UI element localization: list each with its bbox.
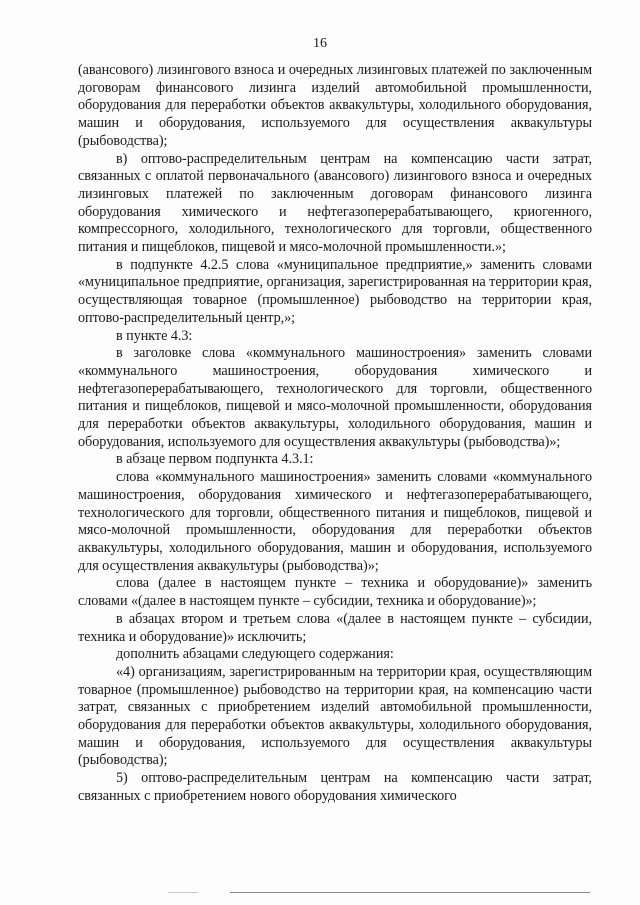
paragraph-item-4: «4) организациям, зарегистрированным на территории края, осуществляющим товарное (промышленное) рыбоводство на территории края, на компенсацию части затрат, связанных с приобретением изделий автомобильной промышленности, оборудования для переработки объектов аквакультуры, холодильного оборудования, машин и оборудования, используемого для осуществления аквакультуры (рыбоводства); xyxy=(78,663,592,769)
paragraph-second-third-abzac: в абзацах втором и третьем слова «(далее в настоящем пункте – субсидии, техника и оборудование)» исключить; xyxy=(78,610,592,645)
scan-edge-line xyxy=(230,892,590,893)
document-body xyxy=(78,62,592,806)
paragraph-item-5: 5) оптово-распределительным центрам на компенсацию части затрат, связанных с приобретением нового оборудования химического xyxy=(78,770,592,804)
paragraph-lease-payments-continuation: (авансового) лизингового взноса и очередных лизинговых платежей по заключенным договорам финансового лизинга изделий автомобильной промышленности, оборудования для переработки объектов аквакультуры, холодильного оборудования, машин и оборудования, используемого для осуществления аквакультуры (рыбоводства); xyxy=(78,62,592,149)
paragraph-heading-words: в заголовке слова «коммунального машиностроения» заменить словами «коммунального машиностроения, оборудования химического и нефтегазоперерабатывающего, технологического для торговли, общественного питания и пищеблоков, пищевой и мясо-молочной промышленности, оборудования для переработки объектов аквакультуры, холодильного оборудования, машин и оборудования, используемого для осуществления аквакультуры (рыбоводства)»; xyxy=(78,345,592,450)
paragraph-subpoint-4-2-5: в подпункте 4.2.5 слова «муниципальное предприятие,» заменить словами «муниципальное предприятие, организация, зарегистрированная на территории края, осуществляющая товарное (промышленное) рыбоводство на территории края, оптово-распределительный центр,»; xyxy=(78,256,592,326)
paragraph-add-abzacs: дополнить абзацами следующего содержания: xyxy=(116,646,394,663)
paragraph-words-technique: слова (далее в настоящем пункте – техника и оборудование)» заменить словами «(далее в настоящем пункте – субсидии, техника и оборудование)»; xyxy=(78,575,592,610)
paragraph-subpoint-4-3-1: в абзаце первом подпункта 4.3.1: xyxy=(116,451,314,468)
scan-edge-line-left xyxy=(168,892,198,893)
paragraph-point-4-3: в пункте 4.3: xyxy=(116,327,193,344)
paragraph-words-replacement: слова «коммунального машиностроения» заменить словами «коммунального машиностроения, оборудования химического и нефтегазоперерабатывающего, технологического для торговли, общественного питания и пищеблоков, пищевой и мясо-молочной промышленности, оборудования для переработки объектов аквакультуры, холодильного оборудования, машин и оборудования, используемого для осуществления аквакультуры (рыбоводства)»; xyxy=(78,469,592,574)
page-number: 16 xyxy=(313,36,327,51)
paragraph-item-v: в) оптово-распределительным центрам на компенсацию части затрат, связанных с оплатой первоначального (авансового) лизингового взноса и очередных лизинговых платежей по заключенным договорам финансового лизинга оборудования химического и нефтегазоперерабатывающего, криогенного, компрессорного, холодильного, технологического для торговли, общественного питания и пищеблоков, пищевой и мясо-молочной промышленности.»; xyxy=(78,150,592,256)
